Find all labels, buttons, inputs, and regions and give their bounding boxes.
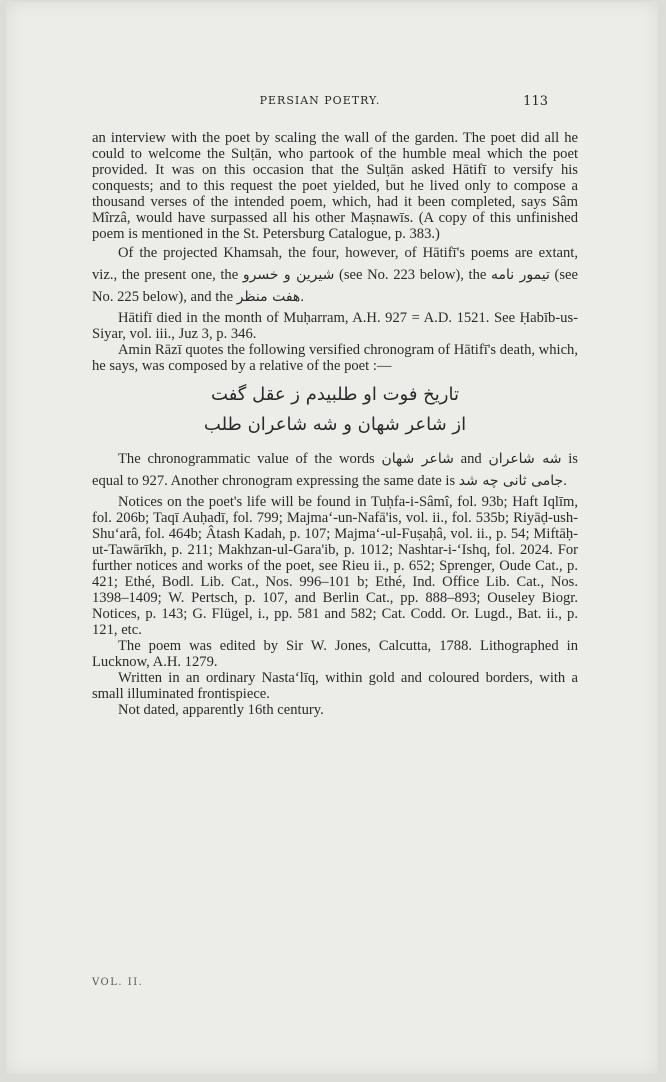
persian-phrase-shah-shairan: شه شاعران — [488, 451, 562, 467]
paragraph-1: an interview with the poet by scaling the wall of the garden. The poet did all he could to welcome the Sulṭān, who partook of the humble meal which the poet provided. It was on this occasion that the Sulṭān asked Hātifī to versify his conquests; and to this request the poet yielded, but he lived only to compose a thousand verses of the intended poem, which, had it been completed, says Sâm Mîrzâ, would have surpassed all his other Maṣnawīs. (A copy of this unfinished poem is mentioned in the St. Petersburg Catalogue, p. 383.) — [92, 130, 578, 242]
paragraph-5-text-c: is equal to 927. Another chronogram expressing the same date is — [92, 451, 578, 489]
paragraph-2-text-a: Of the projected Khamsah, the four, however, of Hātifī's poems are extant, viz., the present one, the — [92, 245, 578, 283]
persian-verse-line-2: از شاعر شهان و شه شاعران طلب — [203, 414, 467, 435]
paragraph-6: Notices on the poet's life will be found in Tuḥfa-i-Sâmî, fol. 93b; Haft Iqlīm, fol. 206b; Taqī Auḥadī, fol. 799; Majma‘-un-Nafā'is, vol. ii., fol. 535b; Riyāḍ-ush-Shu‘arâ, fol. 464b; Âtash Kadah, p. 107; Majma‘-ul-Fuṣaḥâ, vol. ii., p. 54; Miftāḥ-ut-Tawārīkh, p. 211; Makhzan-ul-Gara'ib, p. 1012; Nashtar-i-‘Ishq, fol. 2024. For further notices and works of the poet, see Rieu ii., p. 652; Sprenger, Oude Cat., p. 421; Ethé, Bodl. Lib. Cat., Nos. 996–101 b; Ethé, Ind. Office Lib. Cat., Nos. 1398–1409; W. Pertsch, p. 107, and Berlin Cat., pp. 888–893; Ouseley Biogr. Notices, p. 143; G. Flügel, i., pp. 581 and 582; Cat. Codd. Or. Lugd., Bat. ii., p. 121, etc. — [92, 494, 578, 638]
paragraph-2-text-c: (see No. 225 below), and the — [92, 267, 578, 305]
paragraph-7: The poem was edited by Sir W. Jones, Calcutta, 1788. Lithographed in Lucknow, A.H. 1279. — [92, 638, 578, 670]
persian-verse-line-1: تاریخ فوت او طلبیدم ز عقل گفت — [211, 384, 459, 405]
page-number: 113 — [523, 94, 548, 109]
paragraph-2-text-b: (see No. 223 below), the — [338, 267, 487, 283]
paragraph-5-text-b: and — [460, 451, 482, 467]
persian-phrase-shair-shahan: شاعر شهان — [381, 451, 454, 467]
running-head: PERSIAN POETRY. — [259, 94, 381, 107]
persian-title-haft-manzar: هفت منظر — [236, 289, 301, 305]
persian-phrase-jami-sani: جامی ثانی چه شد — [458, 473, 564, 489]
persian-title-khusrau-shirin: شیرین و خسرو — [242, 267, 335, 283]
persian-title-timur-namah: تیمور نامه — [491, 267, 550, 283]
paragraph-3: Hātifī died in the month of Muḥarram, A.H. 927 = A.D. 1521. See Ḥabīb-us-Siyar, vol. iii., Juz 3, p. 346. — [92, 310, 578, 342]
paragraph-5-text-d: . — [563, 473, 567, 489]
paragraph-2 — [92, 242, 578, 308]
paragraph-2-text-d: . — [300, 289, 304, 305]
paragraph-8: Written in an ordinary Nasta‘līq, within gold and coloured borders, with a small illuminated frontispiece. — [92, 670, 578, 702]
persian-verse — [92, 380, 578, 440]
paragraph-5-text-a: The chronogrammatic value of the words — [118, 451, 375, 467]
page-body — [92, 130, 578, 718]
paragraph-9: Not dated, apparently 16th century. — [118, 702, 324, 718]
book-page — [6, 2, 658, 1074]
paragraph-5 — [92, 448, 578, 492]
signature-mark: VOL. II. — [92, 977, 144, 988]
paragraph-4: Amin Rāzī quotes the following versified chronogram of Hātifī's death, which, he says, was composed by a relative of the poet :— — [92, 342, 578, 374]
